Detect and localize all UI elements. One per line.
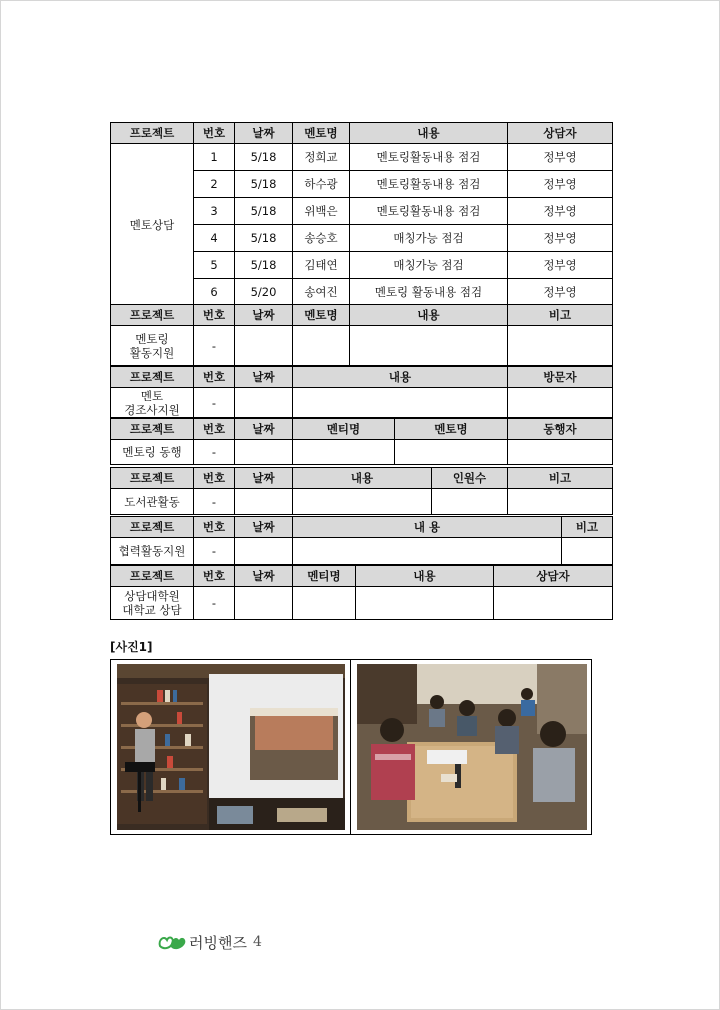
content-cell: 멘토링활동내용 점검 bbox=[350, 198, 508, 225]
header-cell: 내용 bbox=[350, 305, 508, 326]
meeting-photo bbox=[357, 664, 587, 830]
number-cell: - bbox=[194, 326, 235, 366]
table-header-row bbox=[111, 419, 613, 440]
empty-cell bbox=[508, 489, 613, 515]
header-cell: 프로젝트 bbox=[111, 419, 194, 440]
empty-cell bbox=[350, 326, 508, 366]
counselor-cell: 정부영 bbox=[508, 252, 613, 279]
project-line: 대학교 상담 bbox=[122, 603, 182, 617]
empty-cell bbox=[235, 587, 293, 620]
mentor-name-cell: 위백은 bbox=[293, 198, 350, 225]
project-line: 상담대학원 bbox=[124, 589, 180, 603]
table-row bbox=[111, 144, 613, 171]
header-cell: 번호 bbox=[194, 468, 235, 489]
empty-cell bbox=[235, 388, 293, 418]
table-header-row bbox=[111, 566, 613, 587]
table-row bbox=[111, 326, 613, 366]
number-cell: - bbox=[194, 538, 235, 565]
header-cell: 번호 bbox=[194, 419, 235, 440]
number-cell: 2 bbox=[194, 171, 235, 198]
content-cell: 멘토링 활동내용 점검 bbox=[350, 279, 508, 306]
library-table bbox=[110, 467, 613, 515]
header-cell: 비고 bbox=[562, 517, 613, 538]
number-cell: 1 bbox=[194, 144, 235, 171]
empty-cell bbox=[293, 388, 508, 418]
header-cell: 프로젝트 bbox=[111, 123, 194, 144]
content-cell: 매칭가능 점검 bbox=[350, 252, 508, 279]
empty-cell bbox=[508, 440, 613, 465]
table-header-row bbox=[111, 305, 613, 326]
seminar-photo bbox=[117, 664, 345, 830]
date-cell: 5/18 bbox=[235, 252, 293, 279]
header-cell: 동행자 bbox=[508, 419, 613, 440]
header-cell: 번호 bbox=[194, 517, 235, 538]
number-cell: - bbox=[194, 388, 235, 418]
empty-cell bbox=[395, 440, 508, 465]
empty-cell bbox=[432, 489, 508, 515]
counselor-cell: 정부영 bbox=[508, 144, 613, 171]
number-cell: - bbox=[194, 587, 235, 620]
project-line: 활동지원 bbox=[129, 345, 175, 360]
mentor-name-cell: 송여진 bbox=[293, 279, 350, 306]
header-cell: 날짜 bbox=[235, 566, 293, 587]
mentor-consult-table bbox=[110, 122, 613, 306]
date-cell: 5/18 bbox=[235, 225, 293, 252]
number-cell: 4 bbox=[194, 225, 235, 252]
photo-frame-right bbox=[350, 659, 592, 835]
header-cell: 날짜 bbox=[235, 367, 293, 388]
loving-hands-logo-icon bbox=[158, 932, 186, 952]
counselor-cell: 정부영 bbox=[508, 171, 613, 198]
table-header-row bbox=[111, 468, 613, 489]
number-cell: - bbox=[194, 440, 235, 465]
number-cell: 3 bbox=[194, 198, 235, 225]
date-cell: 5/18 bbox=[235, 171, 293, 198]
photo-frame-left bbox=[110, 659, 352, 835]
header-cell: 날짜 bbox=[235, 305, 293, 326]
empty-cell bbox=[562, 538, 613, 565]
grad-school-table bbox=[110, 565, 613, 620]
header-cell: 비고 bbox=[508, 468, 613, 489]
accompany-table bbox=[110, 418, 613, 465]
empty-cell bbox=[293, 489, 432, 515]
empty-cell bbox=[293, 587, 356, 620]
counselor-cell: 정부영 bbox=[508, 198, 613, 225]
project-line: 경조사지원 bbox=[124, 402, 180, 417]
mentor-name-cell: 하수광 bbox=[293, 171, 350, 198]
header-cell: 번호 bbox=[194, 123, 235, 144]
date-cell: 5/18 bbox=[235, 198, 293, 225]
mentor-name-cell: 송승호 bbox=[293, 225, 350, 252]
footer bbox=[158, 930, 262, 954]
header-cell: 멘토명 bbox=[395, 419, 508, 440]
condolence-table bbox=[110, 366, 613, 418]
table-row bbox=[111, 538, 613, 565]
header-cell: 프로젝트 bbox=[111, 468, 194, 489]
header-cell: 내용 bbox=[350, 123, 508, 144]
number-cell: 6 bbox=[194, 279, 235, 306]
number-cell: - bbox=[194, 489, 235, 515]
header-cell: 상담자 bbox=[508, 123, 613, 144]
header-cell: 날짜 bbox=[235, 123, 293, 144]
project-cell: 협력활동지원 bbox=[111, 538, 194, 565]
header-cell: 인원수 bbox=[432, 468, 508, 489]
header-cell: 번호 bbox=[194, 305, 235, 326]
content-cell: 멘토링활동내용 점검 bbox=[350, 144, 508, 171]
cooperation-table bbox=[110, 516, 613, 565]
brand-name: 러빙핸즈 bbox=[189, 933, 247, 952]
header-cell: 내용 bbox=[293, 468, 432, 489]
activity-support-table bbox=[110, 304, 613, 366]
header-cell: 날짜 bbox=[235, 419, 293, 440]
table-header-row bbox=[111, 517, 613, 538]
header-cell: 프로젝트 bbox=[111, 305, 194, 326]
empty-cell bbox=[494, 587, 613, 620]
header-cell: 멘토명 bbox=[293, 305, 350, 326]
header-cell: 번호 bbox=[194, 566, 235, 587]
project-cell: 멘토상담 bbox=[111, 144, 194, 306]
project-cell bbox=[111, 587, 194, 620]
empty-cell bbox=[235, 440, 293, 465]
header-cell: 날짜 bbox=[235, 517, 293, 538]
empty-cell bbox=[235, 326, 293, 366]
table-row bbox=[111, 440, 613, 465]
header-cell: 프로젝트 bbox=[111, 566, 194, 587]
empty-cell bbox=[508, 388, 613, 418]
project-cell: 도서관활동 bbox=[111, 489, 194, 515]
header-cell: 내용 bbox=[293, 367, 508, 388]
header-cell: 내 용 bbox=[293, 517, 562, 538]
header-cell: 비고 bbox=[508, 305, 613, 326]
table-row bbox=[111, 388, 613, 418]
content-cell: 멘토링활동내용 점검 bbox=[350, 171, 508, 198]
mentor-name-cell: 김태연 bbox=[293, 252, 350, 279]
empty-cell bbox=[508, 326, 613, 366]
page-number: 4 bbox=[252, 934, 262, 950]
table-header-row bbox=[111, 367, 613, 388]
empty-cell bbox=[356, 587, 494, 620]
project-line: 멘토 bbox=[140, 388, 164, 403]
date-cell: 5/18 bbox=[235, 144, 293, 171]
project-line: 멘토링 bbox=[135, 331, 169, 346]
header-cell: 멘토명 bbox=[293, 123, 350, 144]
empty-cell bbox=[235, 489, 293, 515]
empty-cell bbox=[293, 440, 395, 465]
header-cell: 상담자 bbox=[494, 566, 613, 587]
empty-cell bbox=[235, 538, 293, 565]
header-cell: 날짜 bbox=[235, 468, 293, 489]
counselor-cell: 정부영 bbox=[508, 225, 613, 252]
header-cell: 멘티명 bbox=[293, 419, 395, 440]
table-row bbox=[111, 489, 613, 515]
header-cell: 내용 bbox=[356, 566, 494, 587]
header-cell: 멘티명 bbox=[293, 566, 356, 587]
header-cell: 번호 bbox=[194, 367, 235, 388]
project-cell: 멘토링 동행 bbox=[111, 440, 194, 465]
date-cell: 5/20 bbox=[235, 279, 293, 306]
project-cell bbox=[111, 388, 194, 418]
table-row bbox=[111, 587, 613, 620]
photo-section-label: [사진1] bbox=[110, 640, 153, 654]
header-cell: 방문자 bbox=[508, 367, 613, 388]
content-cell: 매칭가능 점검 bbox=[350, 225, 508, 252]
header-cell: 프로젝트 bbox=[111, 517, 194, 538]
mentor-name-cell: 정희교 bbox=[293, 144, 350, 171]
empty-cell bbox=[293, 326, 350, 366]
counselor-cell: 정부영 bbox=[508, 279, 613, 306]
table-header-row bbox=[111, 123, 613, 144]
empty-cell bbox=[293, 538, 562, 565]
project-cell bbox=[111, 326, 194, 366]
number-cell: 5 bbox=[194, 252, 235, 279]
header-cell: 프로젝트 bbox=[111, 367, 194, 388]
